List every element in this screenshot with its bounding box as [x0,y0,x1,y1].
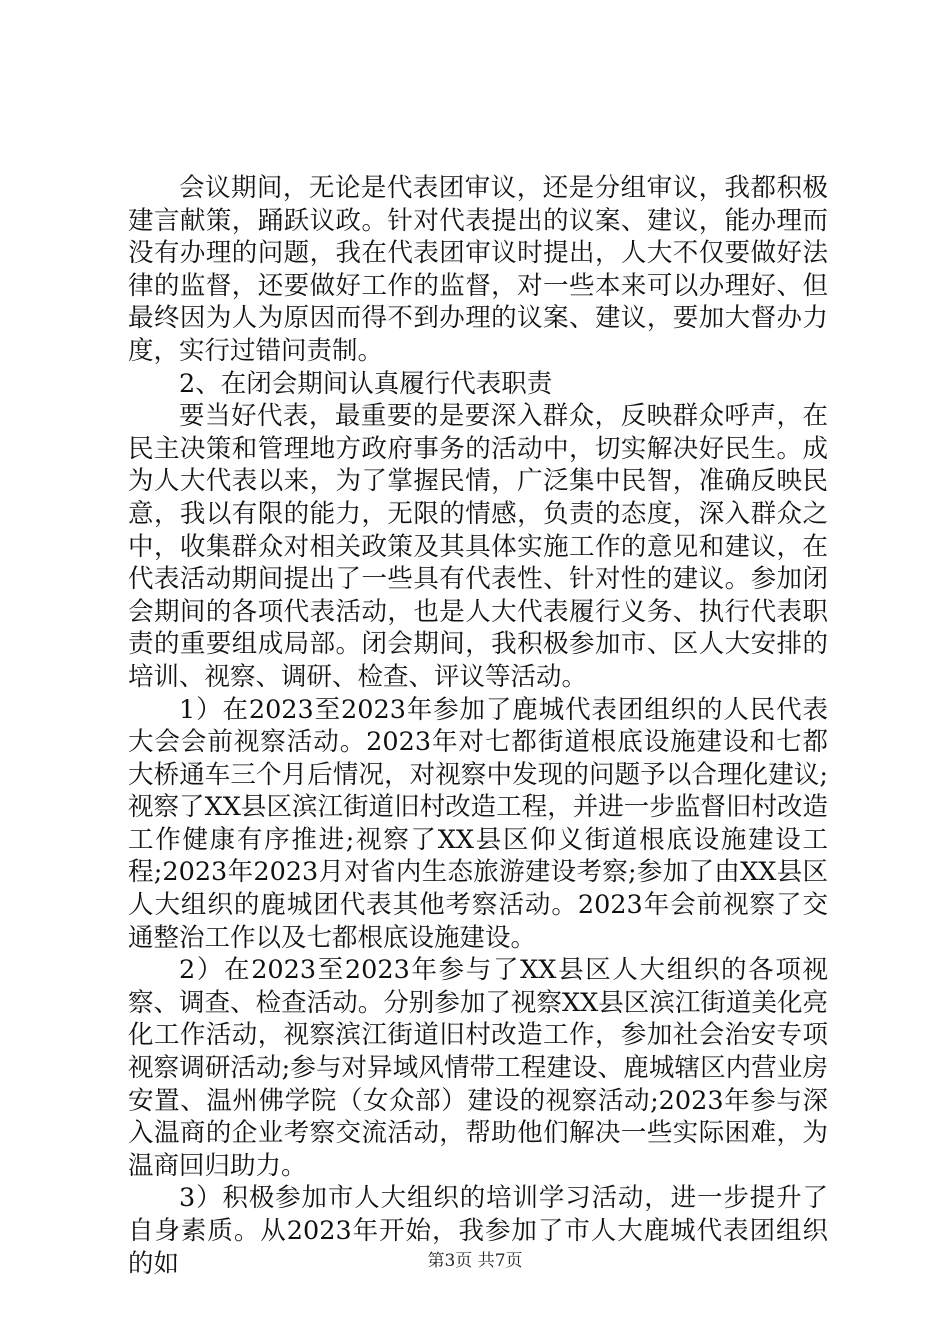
paragraph: 会议期间，无论是代表团审议，还是分组审议，我都积极建言献策，踊跃议政。针对代表提出的议案、建议，能办理而没有办理的问题，我在代表团审议时提出，人大不仅要做好法律的监督，还要做好工作的监督，对一些本来可以办理好、但最终因为人为原因而得不到办理的议案、建议，要加大督办力度，实行过错问责制。 [128,173,828,366]
paragraph: 1）在2023至2023年参加了鹿城代表团组织的人民代表大会会前视察活动。2023年对七都街道根底设施建设和七都大桥通车三个月后情况，对视察中发现的问题予以合理化建议;视察了XX县区滨江街道旧村改造工程，并进一步监督旧村改造工作健康有序推进;视察了XX县区仰义街道根底设施建设工程;2023年2023月对省内生态旅游建设考察;参加了由XX县区人大组织的鹿城团代表其他考察活动。2023年会前视察了交通整治工作以及七都根底设施建设。 [128,694,828,953]
paragraph: 要当好代表，最重要的是要深入群众，反映群众呼声，在民主决策和管理地方政府事务的活动中，切实解决好民生。成为人大代表以来，为了掌握民情，广泛集中民智，准确反映民意，我以有限的能力，无限的情感，负责的态度，深入群众之中，收集群众对相关政策及其具体实施工作的意见和建议，在代表活动期间提出了一些具有代表性、针对性的建议。参加闭会期间的各项代表活动，也是人大代表履行义务、执行代表职责的重要组成局部。闭会期间，我积极参加市、区人大安排的培训、视察、调研、检查、评议等活动。 [128,401,828,692]
document-body [128,172,828,1280]
paragraph: 2）在2023至2023年参与了XX县区人大组织的各项视察、调查、检查活动。分别参加了视察XX县区滨江街道美化亮化工作活动，视察滨江街道旧村改造工作，参加社会治安专项视察调研活动;参与对异域风情带工程建设、鹿城辖区内营业房安置、温州佛学院（女众部）建设的视察活动;2023年参与深入温商的企业考察交流活动，帮助他们解决一些实际困难，为温商回归助力。 [128,955,828,1181]
page-footer: 第3页 共7页 [427,1251,523,1271]
section-heading: 2、在闭会期间认真履行代表职责 [179,368,553,399]
paragraph: 3）积极参加市人大组织的培训学习活动，进一步提升了自身素质。从2023年开始，我参加了市人大鹿城代表团组织的如 [128,1183,828,1279]
